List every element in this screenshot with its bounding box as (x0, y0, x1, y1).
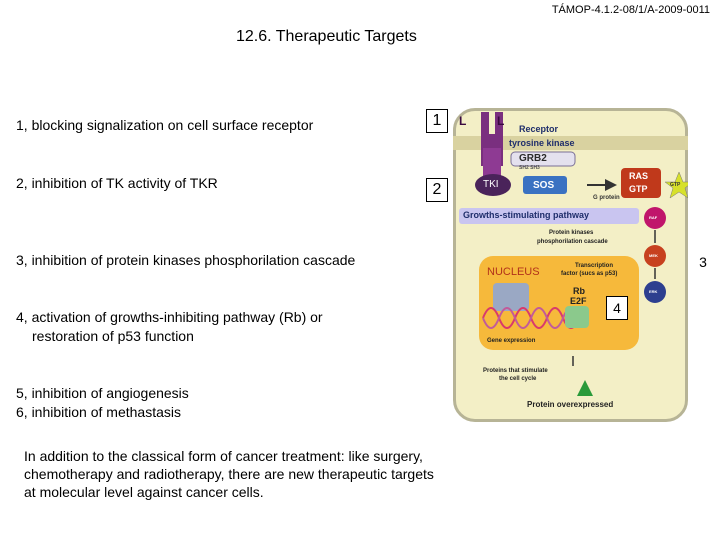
proteins-label-2: the cell cycle (499, 376, 537, 382)
diagram-shapes (453, 108, 688, 422)
transcription-factor-label-1: Transcription (575, 263, 614, 269)
mek-label: MEK (649, 253, 658, 258)
item-3: 3, inhibition of protein kinases phosphorilation cascade (16, 252, 356, 268)
overexpressed-triangle (577, 380, 593, 396)
sos-label: SOS (533, 180, 555, 191)
footnote (24, 447, 504, 501)
marker-4: 4 (606, 296, 628, 320)
item-5: 5, inhibition of angiogenesis (16, 385, 189, 401)
marker-1: 1 (426, 109, 448, 133)
transcription-factor-label-2: factor (sucs as p53) (561, 271, 618, 277)
rb-e2f-block (565, 306, 589, 328)
item-4-line-1: 4, activation of growths-inhibiting pathway (Rb) or (16, 309, 323, 325)
page-title: 12.6. Therapeutic Targets (236, 28, 417, 45)
tki-label: TKI (483, 179, 499, 190)
receptor-label-1: Receptor (519, 124, 559, 134)
nucleus-protein-block (493, 283, 529, 311)
kinase-cascade-label-1: Protein kinases (549, 230, 594, 236)
receptor-label-2: tyrosine kinase (509, 138, 575, 148)
item-6: 6, inhibition of methastasis (16, 404, 181, 420)
raf-label: RAF (649, 215, 658, 220)
marker-3: 3 (699, 254, 707, 270)
gtp-label: GTP (629, 184, 648, 194)
overexpressed-label: Protein overexpressed (527, 400, 614, 409)
growth-pathway-label: Growths-stimulating pathway (463, 210, 590, 220)
ras-label: RAS (629, 171, 649, 181)
rb-label: Rb (573, 286, 585, 296)
signaling-pathway-diagram (453, 108, 688, 422)
ligand-left: L (459, 114, 467, 128)
g-protein-label: G protein (593, 195, 620, 201)
sh2-sh3-label: SH2 SH3 (519, 165, 540, 171)
gene-expression-label: Gene expression (487, 338, 536, 344)
nucleus-label: NUCLEUS (487, 266, 540, 278)
marker-2: 2 (426, 178, 448, 202)
item-2: 2, inhibition of TK activity of TKR (16, 175, 218, 191)
project-id: TÁMOP-4.1.2-08/1/A-2009-0011 (551, 4, 710, 16)
kinase-cascade-label-2: phosphorilation cascade (537, 239, 608, 245)
grb2-label: GRB2 (519, 153, 547, 164)
footnote-line-3: at molecular level against cancer cells. (24, 484, 264, 500)
item-1: 1, blocking signalization on cell surface receptor (16, 117, 314, 133)
footnote-line-2: chemotherapy and radiotherapy, there are new therapeutic targets (24, 466, 434, 482)
erk-label: ERK (649, 289, 658, 294)
footnote-line-1: In addition to the classical form of cancer treatment: like surgery, (24, 448, 423, 464)
e2f-label: E2F (570, 296, 587, 306)
proteins-label-1: Proteins that stimulate (483, 368, 548, 374)
ligand-right: L (497, 114, 505, 128)
item-4-line-2: restoration of p53 function (32, 328, 194, 344)
gtp-badge-label: GTP (670, 182, 681, 188)
